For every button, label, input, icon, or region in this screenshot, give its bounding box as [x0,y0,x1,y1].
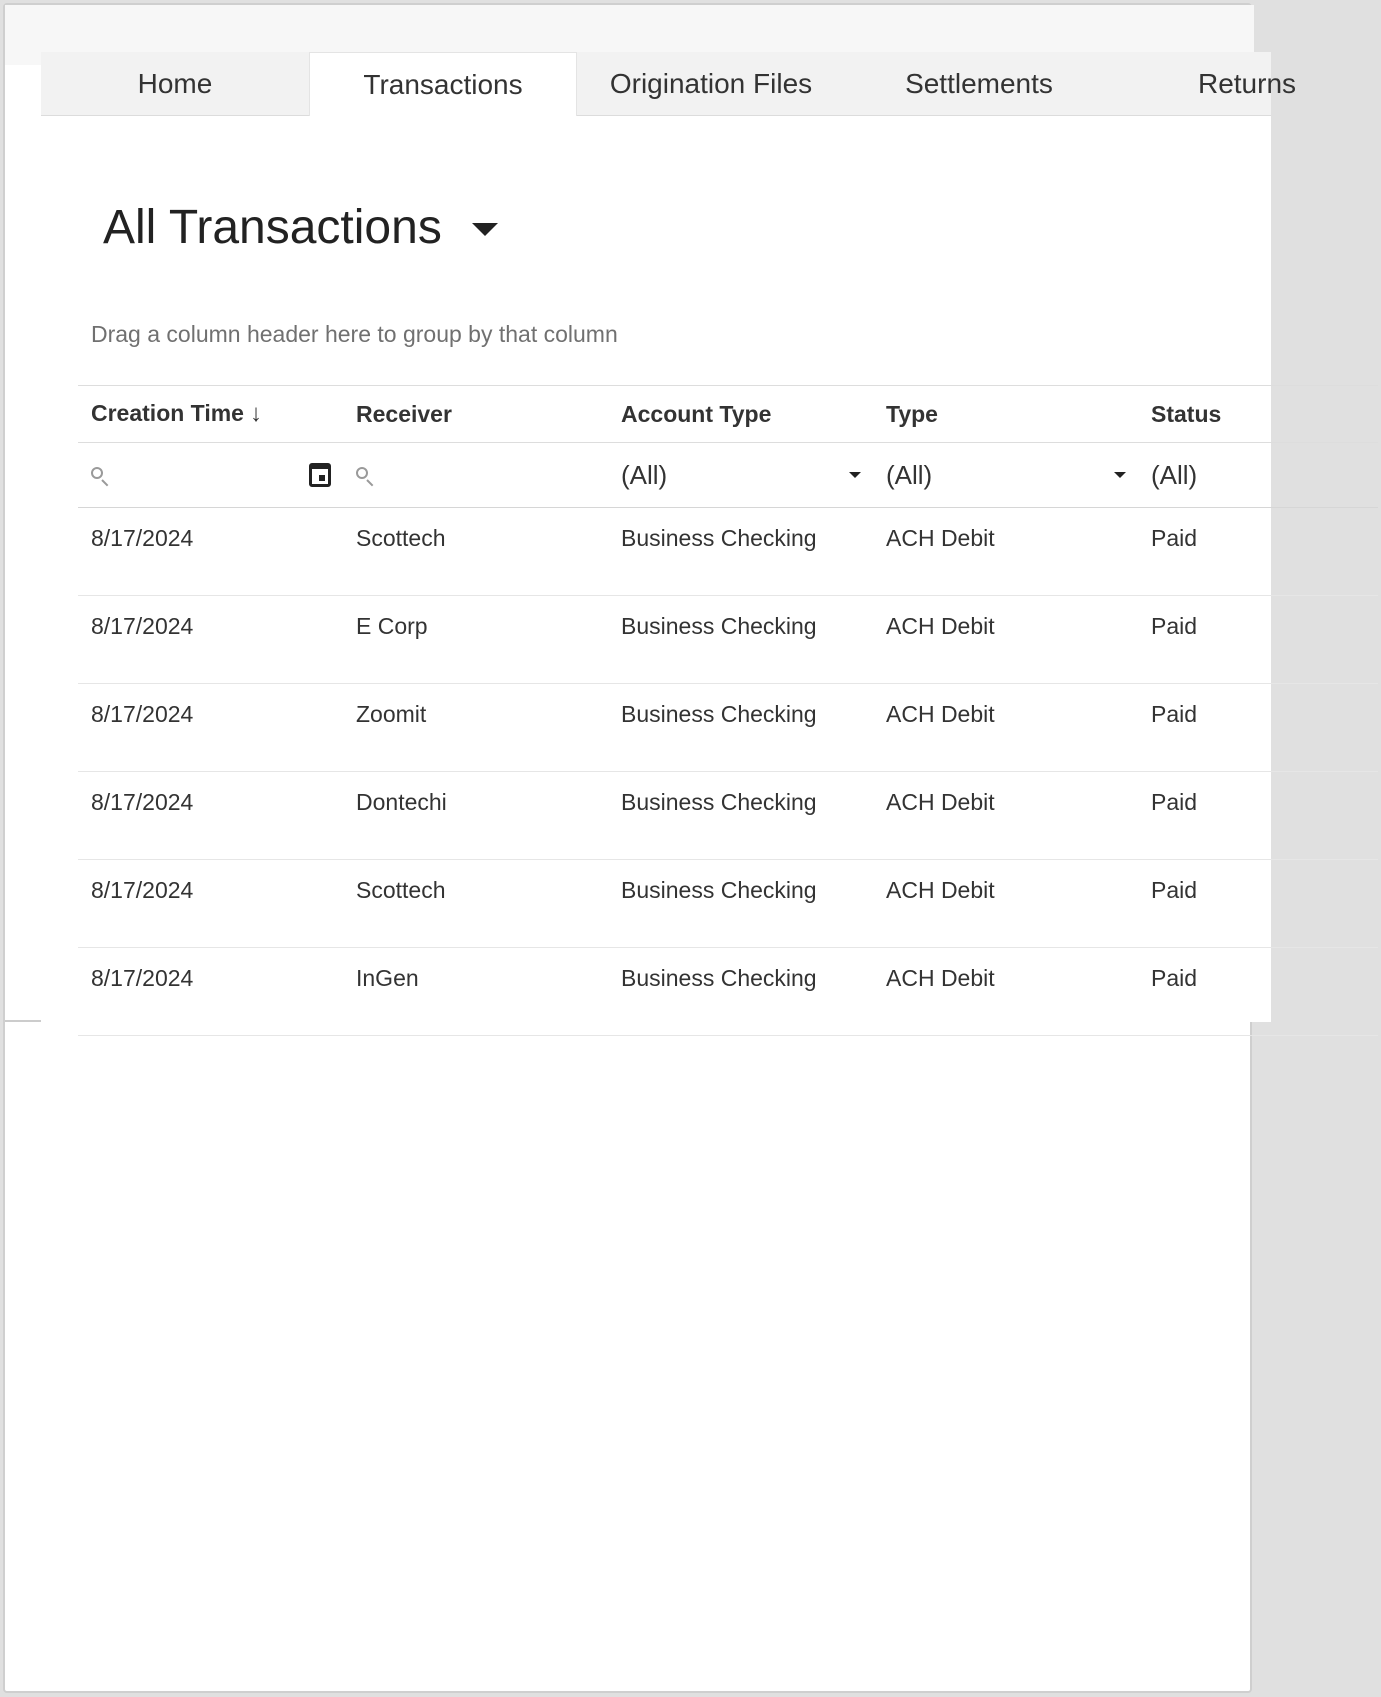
table-row[interactable] [78,684,1378,772]
cell-status: Paid [1138,596,1378,684]
table-row[interactable] [78,948,1378,1036]
tab-bar [41,52,1297,116]
cell-account-type: Business Checking [608,684,873,772]
table-row[interactable] [78,860,1378,948]
cell-receiver: Scottech [343,860,608,948]
transactions-grid [78,385,1378,1036]
main-content [41,116,1271,1022]
column-header-label: Creation Time [91,400,244,426]
cell-type: ACH Debit [873,860,1138,948]
tab-origination-files[interactable]: Origination Files [609,68,813,99]
cell-status: Paid [1138,684,1378,772]
tab-transactions[interactable]: Transactions [309,52,577,117]
table-row[interactable] [78,772,1378,860]
cell-status: Paid [1138,508,1378,596]
column-header-label: Receiver [356,400,452,427]
filter-creation-time[interactable] [78,443,343,508]
group-panel-hint: Drag a column header here to group by that column [91,321,618,347]
cell-status: Paid [1138,948,1378,1036]
filter-account-type[interactable] [608,443,873,508]
app-window [3,3,1297,1693]
cell-receiver: InGen [343,948,608,1036]
cell-receiver: Dontechi [343,772,608,860]
cell-type: ACH Debit [873,948,1138,1036]
cell-status: Paid [1138,772,1378,860]
cell-account-type: Business Checking [608,772,873,860]
header-row [78,386,1378,443]
column-header-status[interactable] [1138,386,1378,443]
column-header-account-type[interactable] [608,386,873,443]
cell-type: ACH Debit [873,508,1138,596]
cell-receiver: E Corp [343,596,608,684]
cell-type: ACH Debit [873,596,1138,684]
view-selector[interactable] [103,200,498,255]
cell-creation-time: 8/17/2024 [78,772,343,860]
cell-type: ACH Debit [873,684,1138,772]
filter-value: (All) [1151,459,1198,490]
column-header-creation-time[interactable] [78,386,343,443]
cell-creation-time: 8/17/2024 [78,684,343,772]
sort-descending-icon: ↓ [249,400,262,427]
calendar-icon[interactable] [309,463,331,487]
filter-receiver[interactable] [343,443,608,508]
cell-creation-time: 8/17/2024 [78,860,343,948]
filter-status[interactable] [1138,443,1378,508]
transactions-panel [5,5,1297,1022]
column-header-label: Status [1151,400,1222,427]
tab-settlements[interactable]: Settlements [905,68,1053,99]
tab-home[interactable]: Home [137,68,213,99]
dropdown-caret-icon[interactable] [849,472,861,478]
filter-value: (All) [621,459,668,490]
cell-creation-time: 8/17/2024 [78,948,343,1036]
table-row[interactable] [78,596,1378,684]
cell-receiver: Scottech [343,508,608,596]
table-row[interactable] [78,508,1378,596]
column-header-label: Account Type [621,400,772,427]
cell-creation-time: 8/17/2024 [78,508,343,596]
search-icon [91,467,111,487]
caret-down-icon[interactable] [472,223,498,236]
filter-row [78,443,1378,508]
page-title: All Transactions [103,201,442,254]
filter-value: (All) [886,459,933,490]
cell-account-type: Business Checking [608,948,873,1036]
column-header-type[interactable] [873,386,1138,443]
cell-account-type: Business Checking [608,508,873,596]
filter-type[interactable] [873,443,1138,508]
column-header-label: Type [886,400,938,427]
tab-returns[interactable]: Returns [1197,68,1297,99]
cell-type: ACH Debit [873,772,1138,860]
cell-status: Paid [1138,860,1378,948]
column-header-receiver[interactable] [343,386,608,443]
cell-account-type: Business Checking [608,596,873,684]
cell-receiver: Zoomit [343,684,608,772]
cell-creation-time: 8/17/2024 [78,596,343,684]
search-icon [356,467,376,487]
dropdown-caret-icon[interactable] [1114,472,1126,478]
cell-account-type: Business Checking [608,860,873,948]
